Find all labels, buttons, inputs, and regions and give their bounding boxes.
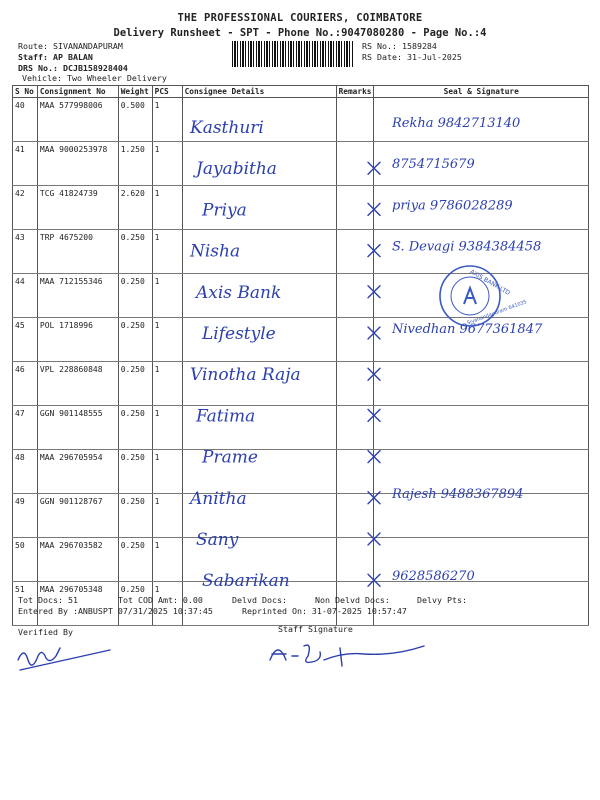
weight-cell: 0.250 [118,318,152,362]
verified-by-label: Verified By [18,627,73,637]
pieces-cell: 1 [152,318,182,362]
consignee-handwriting: Vinotha Raja [190,365,301,386]
serial-number-cell: 42 [13,186,38,230]
pieces-cell: 1 [152,450,182,494]
col-sno-header: S No [13,86,38,98]
weight-cell: 0.250 [118,450,152,494]
route-label: Route: SIVANANDAPURAM [18,41,123,51]
consignment-number-cell: MAA 9000253978 [37,142,118,186]
weight-cell: 0.250 [118,274,152,318]
signature-handwriting: Nivedhan 9677361847 [392,322,543,337]
pieces-cell: 1 [152,362,182,406]
total-cod: Tot COD Amt: 0.00 [118,595,203,605]
consignee-handwriting: Sany [196,530,239,550]
consignee-handwriting: Prame [202,447,258,468]
total-docs: Tot Docs: 51 [18,595,78,605]
consignment-number-cell: MAA 712155346 [37,274,118,318]
signature-handwriting: priya 9786028289 [392,198,513,214]
signature-handwriting: 9628586270 [392,569,475,585]
serial-number-cell: 49 [13,494,38,538]
remark-tick-mark [368,368,380,380]
col-pcs-header: PCS [152,86,182,98]
weight-cell: 0.250 [118,230,152,274]
remark-tick-mark [368,162,380,174]
serial-number-cell: 45 [13,318,38,362]
entered-by: Entered By :ANBUSPT 07/31/2025 10:37:45 [18,606,213,616]
signature-handwriting: Rajesh 9488367894 [392,486,524,502]
remark-tick-mark [368,245,380,257]
consignee-handwriting: Priya [202,200,247,221]
signature-handwriting: S. Devagi 9384384458 [392,239,542,255]
consignment-number-cell: MAA 296705954 [37,450,118,494]
remark-tick-mark [368,492,380,504]
stamp-text: AXIS BANK LTD [468,268,512,297]
weight-cell: 0.250 [118,538,152,582]
consignee-handwriting: Lifestyle [202,324,276,344]
serial-number-cell: 51 [13,582,38,626]
consignment-number-cell: MAA 296703582 [37,538,118,582]
serial-number-cell: 44 [13,274,38,318]
serial-number-cell: 50 [13,538,38,582]
consignment-number-cell: TCG 41824739 [37,186,118,230]
rs-date: RS Date: 31-Jul-2025 [362,52,462,62]
pieces-cell: 1 [152,186,182,230]
pieces-cell: 1 [152,582,182,626]
serial-number-cell: 48 [13,450,38,494]
company-title: THE PROFESSIONAL COURIERS, COIMBATORE [177,12,423,24]
consignee-handwriting: Axis Bank [196,282,282,303]
consignee-handwriting: Nisha [190,241,241,262]
stamp-subtext: Sivanandapuram 641035 [466,299,528,327]
remark-tick-mark [368,574,380,586]
non-delivered-docs: Non Delvd Docs: [315,595,390,605]
pieces-cell: 1 [152,142,182,186]
remark-tick-mark [368,451,380,463]
serial-number-cell: 46 [13,362,38,406]
col-weight-header: Weight [118,86,152,98]
serial-number-cell: 43 [13,230,38,274]
remark-tick-mark [368,409,380,421]
remark-tick-mark [368,327,380,339]
consignment-number-cell: TRP 4675200 [37,230,118,274]
pieces-cell: 1 [152,406,182,450]
serial-number-cell: 47 [13,406,38,450]
remark-tick-mark [368,203,380,215]
consignment-number-cell: GGN 901148555 [37,406,118,450]
consignment-number-cell: VPL 228860848 [37,362,118,406]
pieces-cell: 1 [152,230,182,274]
consignee-handwriting: Sabarikan [202,571,290,592]
pieces-cell: 1 [152,494,182,538]
signature-handwriting: 8754715679 [392,157,475,173]
consignment-number-cell: MAA 577998006 [37,98,118,142]
consignment-number-cell: MAA 296705348 [37,582,118,626]
staff-signature-label: Staff Signature [278,624,353,634]
weight-cell: 0.250 [118,362,152,406]
weight-cell: 1.250 [118,142,152,186]
pieces-cell: 1 [152,538,182,582]
consignment-number-cell: GGN 901128767 [37,494,118,538]
delivered-docs: Delvd Docs: [232,595,287,605]
consignee-handwriting: Jayabitha [196,159,277,180]
serial-number-cell: 40 [13,98,38,142]
delivery-points: Delvy Pts: [417,595,467,605]
bank-stamp [440,266,528,326]
drs-number: DRS No.: DCJB158928404 [18,63,128,73]
weight-cell: 0.500 [118,98,152,142]
weight-cell: 0.250 [118,494,152,538]
weight-cell: 0.250 [118,406,152,450]
remark-tick-mark [368,286,380,298]
staff-signature [270,645,424,666]
consignment-number-cell: POL 1718996 [37,318,118,362]
consignee-handwriting: Kasthuri [190,118,264,138]
consignee-handwriting: Fatima [196,406,256,427]
signature-handwriting: Rekha 9842713140 [392,116,521,131]
staff-label: Staff: AP BALAN [18,52,93,62]
vehicle-label: Vehicle: Two Wheeler Delivery [22,73,167,83]
reprinted-on: Reprinted On: 31-07-2025 10:57:47 [242,606,407,616]
col-consignee-header: Consignee Details [182,86,336,98]
weight-cell: 2.620 [118,186,152,230]
remark-tick-mark [368,533,380,545]
col-remarks-header: Remarks [336,86,374,98]
col-seal-header: Seal & Signature [374,86,589,98]
weight-cell: 0.250 [118,582,152,626]
runsheet-subtitle: Delivery Runsheet - SPT - Phone No.:9047080280 - Page No.:4 [113,27,487,39]
pieces-cell: 1 [152,98,182,142]
verified-signature [18,648,110,670]
col-consignment-header: Consignment No [37,86,118,98]
rs-number: RS No.: 1589284 [362,41,437,51]
consignee-handwriting: Anitha [190,488,247,509]
serial-number-cell: 41 [13,142,38,186]
pieces-cell: 1 [152,274,182,318]
